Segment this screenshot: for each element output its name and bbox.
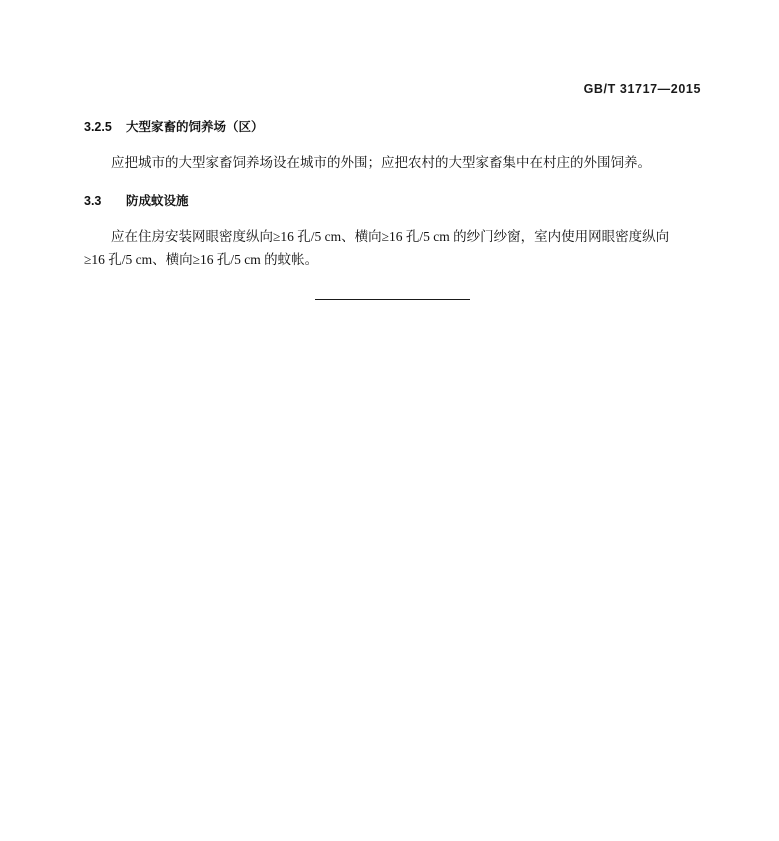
section-end-rule-container: [84, 290, 700, 308]
clause-number-3-3: 3.3: [84, 193, 102, 208]
clause-number-3-2-5: 3.2.5: [84, 120, 112, 134]
horizontal-rule-icon: [315, 299, 470, 300]
spacer: [84, 211, 700, 225]
clause-3-2-5-paragraph: 应把城市的大型家畜饲养场设在城市的外围；应把农村的大型家畜集中在村庄的外围饲养。: [111, 154, 651, 170]
clause-heading-3-2-5: [84, 118, 700, 137]
clause-title-3-3: 防成蚊设施: [126, 193, 189, 208]
clause-heading-3-3: [84, 192, 700, 211]
clause-title-3-2-5: 大型家畜的饲养场（区）: [126, 120, 264, 134]
clause-3-3-paragraph-line-1: 应在住房安装网眼密度纵向≥16 孔/5 cm、横向≥16 孔/5 cm 的纱门纱窗，室内使用网眼密度纵向: [111, 228, 670, 244]
spacer: [84, 137, 700, 151]
clause-3-3-paragraph-line-2: ≥16 孔/5 cm、横向≥16 孔/5 cm 的蚊帐。: [84, 251, 319, 267]
page-header-standard-number: GB/T 31717—2015: [583, 82, 701, 96]
document-body: [84, 118, 700, 271]
spacer: [84, 174, 700, 192]
